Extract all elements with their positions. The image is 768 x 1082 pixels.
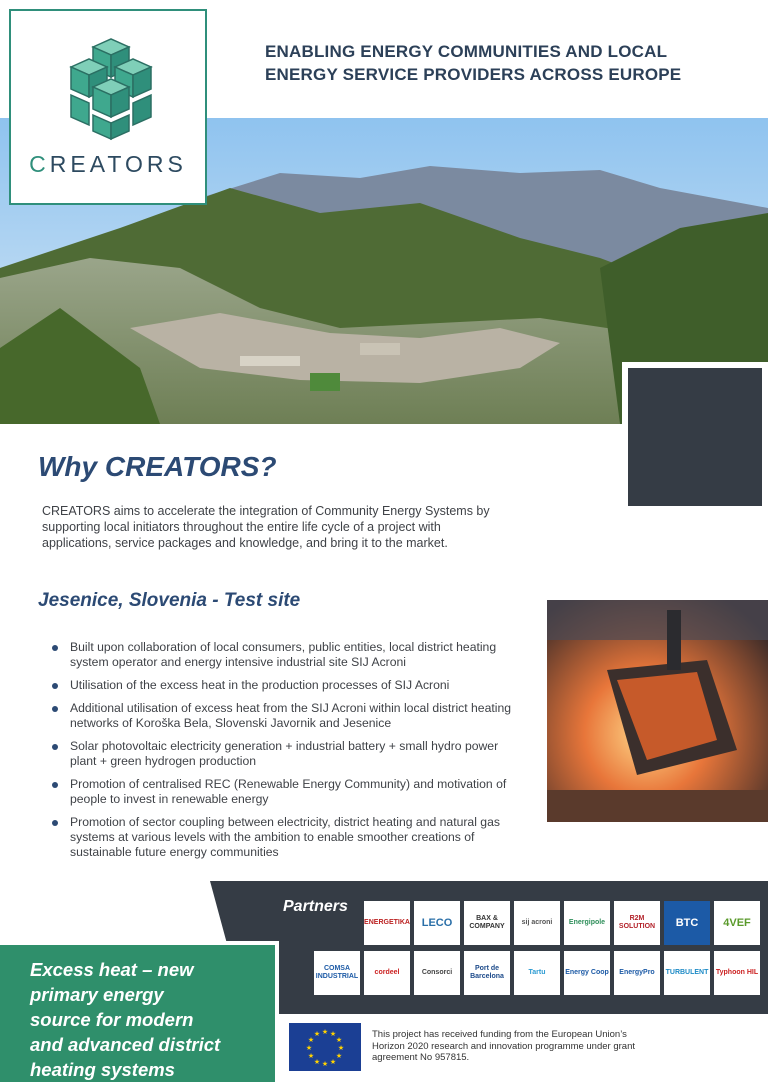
logo-letters: REATORS xyxy=(49,151,187,177)
partner-logo-4vef: 4VEF xyxy=(714,901,760,945)
creators-logo xyxy=(9,9,207,205)
partner-logo-btc: BTC xyxy=(664,901,710,945)
callout-line: Excess heat – new xyxy=(30,959,194,980)
partner-logo-leco: LECO xyxy=(414,901,460,945)
why-heading: Why CREATORS? xyxy=(38,451,277,482)
partner-logo-turbulent: TURBULENT xyxy=(664,951,710,995)
bullet-item: Built upon collaboration of local consumers, public entities, local district heating system operator and energy intensive industrial site SIJ Acroni xyxy=(52,640,524,670)
cubes-icon xyxy=(63,37,159,141)
partner-logo-r2m: R2M SOLUTION xyxy=(614,901,660,945)
title-line-1: ENABLING ENERGY COMMUNITIES AND LOCAL xyxy=(265,42,668,61)
partner-logo-comsa: COMSA INDUSTRIAL xyxy=(314,951,360,995)
svg-text:★: ★ xyxy=(321,1028,329,1036)
callout-line: source for modern xyxy=(30,1009,194,1030)
partner-logo-tartu: Tartu xyxy=(514,951,560,995)
partner-logo-cordeel: cordeel xyxy=(364,951,410,995)
bullet-item: Utilisation of the excess heat in the production processes of SIJ Acroni xyxy=(52,678,524,693)
svg-text:★: ★ xyxy=(335,1036,343,1044)
page-title xyxy=(265,40,745,86)
logo-wordmark xyxy=(11,151,205,178)
svg-text:★: ★ xyxy=(313,1058,321,1066)
callout-text xyxy=(30,957,270,1082)
partner-logo-typhoon-hil: Typhoon HIL xyxy=(714,951,760,995)
partner-logo-energipole: Energipole xyxy=(564,901,610,945)
partner-logo-energy-coop: Energy Coop xyxy=(564,951,610,995)
test-site-heading: Jesenice, Slovenia - Test site xyxy=(38,590,301,611)
bullet-item: Promotion of sector coupling between electricity, district heating and natural gas systems at various levels with the ambition to enable smoother creations of sustainable future energy communities xyxy=(52,815,524,860)
test-site-bullet-list xyxy=(52,640,524,868)
decorative-dark-box xyxy=(622,362,768,512)
partner-logo-sij-acroni: sij acroni xyxy=(514,901,560,945)
steel-plant-image xyxy=(547,600,768,822)
title-line-2: ENERGY SERVICE PROVIDERS ACROSS EUROPE xyxy=(265,65,682,84)
partner-logo-consorci: Consorci xyxy=(414,951,460,995)
partner-logo-energypro: EnergyPro xyxy=(614,951,660,995)
callout-line: heating systems xyxy=(30,1059,175,1080)
svg-text:★: ★ xyxy=(329,1058,337,1066)
callout-line: and advanced district xyxy=(30,1034,221,1055)
intro-paragraph: CREATORS aims to accelerate the integration of Community Energy Systems by supporting local initiators throughout the entire life cycle of a project with applications, service packages and knowledge, and bring it to the market. xyxy=(42,504,490,550)
svg-text:★: ★ xyxy=(307,1036,315,1044)
svg-text:★: ★ xyxy=(305,1044,313,1052)
svg-text:★: ★ xyxy=(337,1044,345,1052)
partner-logo-bax: BAX & COMPANY xyxy=(464,901,510,945)
partners-title: Partners xyxy=(283,898,348,915)
svg-text:★: ★ xyxy=(321,1060,329,1068)
partner-logo-energetika: ENERGETIKA xyxy=(364,901,410,945)
svg-text:★: ★ xyxy=(335,1052,343,1060)
bullet-item: Solar photovoltaic electricity generation + industrial battery + small hydro power plant + green hydrogen production xyxy=(52,739,524,769)
logo-letter-c: C xyxy=(29,151,50,177)
callout-line: primary energy xyxy=(30,984,164,1005)
partner-logo-port-barcelona: Port de Barcelona xyxy=(464,951,510,995)
funding-statement: This project has received funding from the European Union’s Horizon 2020 research and innovation programme under grant agreement No 957815. xyxy=(372,1029,635,1063)
svg-text:★: ★ xyxy=(307,1052,315,1060)
excess-heat-callout xyxy=(0,941,279,1082)
eu-flag-icon xyxy=(289,1023,361,1071)
svg-text:★: ★ xyxy=(313,1030,321,1038)
bullet-item: Additional utilisation of excess heat from the SIJ Acroni within local district heating networks of Koroška Bela, Slovenski Javornik and Jesenice xyxy=(52,701,524,731)
svg-text:★: ★ xyxy=(329,1030,337,1038)
bullet-item: Promotion of centralised REC (Renewable Energy Community) and motivation of people to invest in renewable energy xyxy=(52,777,524,807)
